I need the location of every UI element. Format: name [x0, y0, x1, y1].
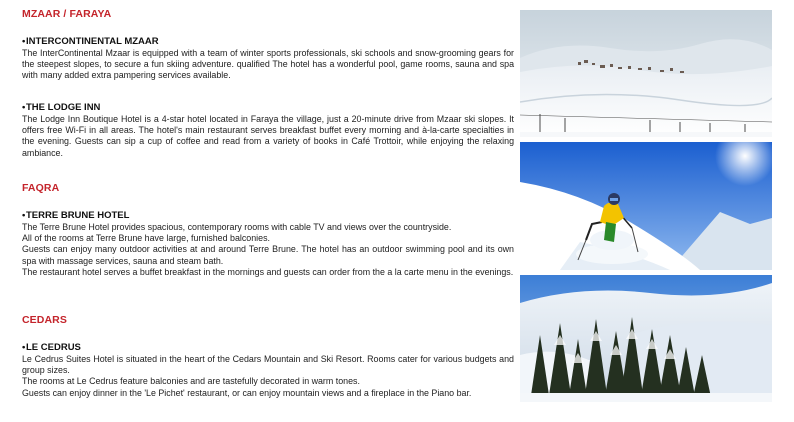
hotel-description: The InterContinental Mzaar is equipped with a team of winter sports professionals, ski schools and snow-grooming gears for the steepest slopes, to secure a fun skiing adventure. qualified The hotel has a wonderful pool, game rooms, sauna and spa with many added extra pampering services available. [22, 48, 514, 81]
hotel-paragraph: All of the rooms at Terre Brune have large, furnished balconies. [22, 233, 270, 244]
section-title-cedars: CEDARS [22, 314, 67, 326]
hotel-paragraph: The rooms at Le Cedrus feature balconies and are tastefully decorated in warm tones. [22, 376, 360, 387]
photo-mzaar-ski-village [520, 10, 772, 137]
section-title-faqra: FAQRA [22, 182, 60, 194]
hotel-paragraph: Guests can enjoy dinner in the 'Le Pichet' restaurant, or can enjoy mountain views and a fireplace in the Piano bar. [22, 387, 472, 398]
hotel-name: TERRE BRUNE HOTEL [26, 210, 130, 221]
hotel-name: INTERCONTINENTAL MZAAR [26, 36, 159, 47]
hotel-paragraph: The Terre Brune Hotel provides spacious, contemporary rooms with cable TV and views over the countryside. [22, 222, 452, 232]
photo-faqra-skier [520, 142, 772, 270]
hotel-name: THE LODGE INN [26, 102, 101, 113]
hotel-terre-brune: •TERRE BRUNE HOTEL The Terre Brune Hotel provides spacious, contemporary rooms with cable TV and views over the countryside. All of the rooms at Terre Brune have large, furnished balconies. Guests can enjoy many outdoor activities at and around Terre Brune. The hotel has an outdoor swimming pool and its own spa with massage services, sauna and steam bath. The restaurant hotel serves a buffet breakfast in the mornings and guests can order from the a la carte menu in the evenings. [22, 210, 514, 277]
hotel-name: LE CEDRUS [26, 342, 81, 353]
hotel-the-lodge-inn: •THE LODGE INN The Lodge Inn Boutique Hotel is a 4-star hotel located in Faraya the village, just a 20-minute drive from Mzaar ski slopes. It offers free Wi-Fi in all areas. The hotel's main restaurant serves breakfast buffet every morning and à-la-carte specialties in the evening. Guests can sip a cup of coffee and read from a variety of books in Café Trottoir, while enjoying the relaxing ambiance. [22, 102, 514, 158]
hotel-intercontinental-mzaar: •INTERCONTINENTAL MZAAR The InterContinental Mzaar is equipped with a team of winter sports professionals, ski schools and snow-grooming gears for the steepest slopes, to secure a fun skiing adventure. qualified The hotel has a wonderful pool, game rooms, sauna and spa with many added extra pampering services available. [22, 36, 514, 81]
hotel-paragraph: The restaurant hotel serves a buffet breakfast in the mornings and guests can order from the a la carte menu in the evenings. [22, 266, 514, 277]
section-title-mzaar-faraya: MZAAR / FARAYA [22, 8, 112, 20]
hotel-paragraph: Guests can enjoy many outdoor activities at and around Terre Brune. The hotel has an outdoor swimming pool and its own spa with massage services, sauna and steam bath. [22, 244, 514, 266]
hotel-description: The Lodge Inn Boutique Hotel is a 4-star hotel located in Faraya the village, just a 20-minute drive from Mzaar ski slopes. It offers free Wi-Fi in all areas. The hotel's main restaurant serves breakfast buffet every morning and à-la-carte specialties in the evening. Guests can sip a cup of coffee and read from a variety of books in Café Trottoir, while enjoying the relaxing ambiance. [22, 114, 514, 158]
photo-cedars-forest [520, 275, 772, 402]
hotel-paragraph: Le Cedrus Suites Hotel is situated in the heart of the Cedars Mountain and Ski Resort. Rooms cater for various budgets and group sizes. [22, 354, 514, 376]
hotel-le-cedrus: •LE CEDRUS Le Cedrus Suites Hotel is situated in the heart of the Cedars Mountain and Ski Resort. Rooms cater for various budgets and group sizes. The rooms at Le Cedrus feature balconies and are tastefully decorated in warm tones. Guests can enjoy dinner in the 'Le Pichet' restaurant, or can enjoy mountain views and a fireplace in the Piano bar. [22, 342, 514, 398]
